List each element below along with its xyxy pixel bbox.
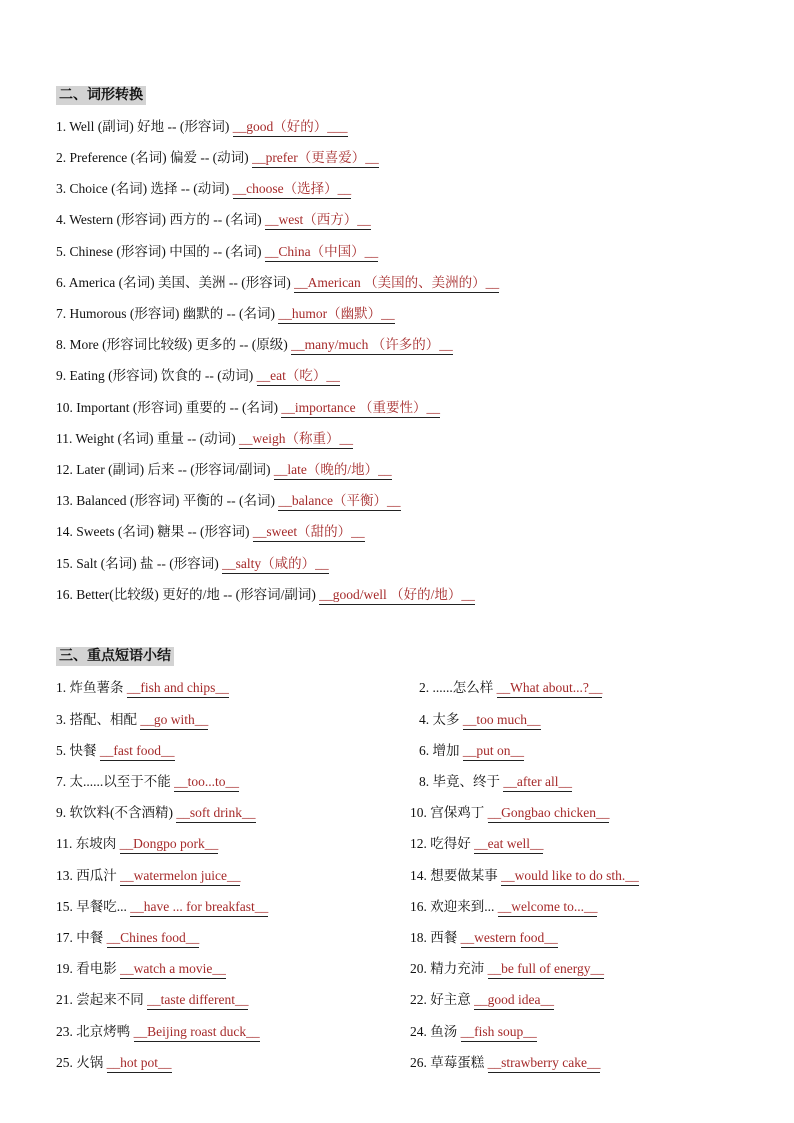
item-answer: __go with__ — [140, 712, 208, 730]
item-answer: __too...to__ — [174, 774, 239, 792]
item-question: 12. Later (副词) 后来 -- (形容词/副词) — [56, 462, 274, 477]
item-answer: __fish and chips__ — [127, 680, 229, 698]
phrase-item — [56, 866, 240, 886]
item-question: 16. Better(比较级) 更好的/地 -- (形容词/副词) — [56, 587, 320, 602]
phrase-item — [56, 710, 208, 730]
phrase-item — [56, 897, 268, 917]
item-question: 1. Well (副词) 好地 -- (形容词) — [56, 119, 233, 134]
item-answer: __salty（咸的）__ — [222, 556, 329, 574]
phrase-item — [56, 959, 226, 979]
phrase-item — [56, 772, 239, 792]
word-form-item — [56, 429, 353, 449]
word-form-item — [56, 179, 351, 199]
phrase-item — [56, 803, 256, 823]
item-answer: __good（好的）___ — [233, 119, 348, 137]
word-form-item — [56, 148, 379, 168]
item-question: 10. 宫保鸡丁 — [410, 805, 488, 820]
item-answer: __humor（幽默）__ — [278, 306, 394, 324]
item-question: 24. 鱼汤 — [410, 1024, 461, 1039]
word-form-item — [56, 554, 329, 574]
item-answer: __eat（吃）__ — [257, 368, 340, 386]
phrase-item — [410, 928, 558, 948]
item-answer: __many/much （许多的）__ — [291, 337, 453, 355]
item-answer: __China（中国）__ — [265, 244, 378, 262]
item-answer: __put on__ — [463, 743, 524, 761]
item-question: 6. 增加 — [419, 743, 463, 758]
word-form-item — [56, 460, 392, 480]
item-question: 13. Balanced (形容词) 平衡的 -- (名词) — [56, 493, 279, 508]
item-question: 26. 草莓蛋糕 — [410, 1055, 488, 1070]
item-question: 11. Weight (名词) 重量 -- (动词) — [56, 431, 240, 446]
item-question: 7. 太......以至于不能 — [56, 774, 175, 789]
item-answer: __too much__ — [463, 712, 541, 730]
item-question: 14. 想要做某事 — [410, 868, 502, 883]
word-form-item — [56, 585, 475, 605]
item-question: 12. 吃得好 — [410, 836, 475, 851]
item-answer: __western food__ — [461, 930, 558, 948]
item-answer: __be full of energy__ — [488, 961, 604, 979]
item-question: 20. 精力充沛 — [410, 961, 488, 976]
item-question: 3. 搭配、相配 — [56, 712, 141, 727]
phrase-item — [56, 678, 229, 698]
item-answer: __fast food__ — [100, 743, 175, 761]
phrase-item — [56, 741, 175, 761]
item-question: 3. Choice (名词) 选择 -- (动词) — [56, 181, 233, 196]
item-question: 4. 太多 — [419, 712, 463, 727]
word-form-item — [56, 491, 401, 511]
item-answer: __Beijing roast duck__ — [134, 1024, 260, 1042]
item-answer: __soft drink__ — [176, 805, 255, 823]
item-answer: __prefer（更喜爱）__ — [252, 150, 379, 168]
item-question: 17. 中餐 — [56, 930, 107, 945]
item-answer: __have ... for breakfast__ — [130, 899, 268, 917]
item-question: 15. Salt (名词) 盐 -- (形容词) — [56, 556, 223, 571]
item-question: 5. 快餐 — [56, 743, 100, 758]
phrase-item — [410, 1053, 600, 1073]
item-question: 14. Sweets (名词) 糖果 -- (形容词) — [56, 524, 253, 539]
phrase-item — [410, 959, 604, 979]
item-question: 23. 北京烤鸭 — [56, 1024, 134, 1039]
item-question: 11. 东坡肉 — [56, 836, 120, 851]
item-question: 4. Western (形容词) 西方的 -- (名词) — [56, 212, 265, 227]
item-answer: __fish soup__ — [461, 1024, 537, 1042]
item-answer: __after all__ — [503, 774, 572, 792]
item-answer: __strawberry cake__ — [488, 1055, 601, 1073]
item-question: 1. 炸鱼薯条 — [56, 680, 127, 695]
phrase-item — [419, 741, 524, 761]
phrase-item — [410, 866, 639, 886]
item-answer: __good/well （好的/地）__ — [319, 587, 475, 605]
item-question: 16. 欢迎来到... — [410, 899, 498, 914]
item-question: 10. Important (形容词) 重要的 -- (名词) — [56, 400, 282, 415]
word-form-item — [56, 242, 378, 262]
item-question: 25. 火锅 — [56, 1055, 107, 1070]
phrase-item — [56, 1053, 172, 1073]
item-answer: __American （美国的、美洲的）__ — [294, 275, 499, 293]
item-answer: __importance （重要性）__ — [281, 400, 440, 418]
word-form-item — [56, 366, 340, 386]
phrase-item — [410, 897, 597, 917]
phrase-item — [410, 990, 554, 1010]
item-question: 2. Preference (名词) 偏爱 -- (动词) — [56, 150, 253, 165]
word-form-item — [56, 398, 440, 418]
item-question: 7. Humorous (形容词) 幽默的 -- (名词) — [56, 306, 279, 321]
item-question: 8. More (形容词比较级) 更多的 -- (原级) — [56, 337, 292, 352]
phrase-item — [410, 803, 609, 823]
item-answer: __Chines food__ — [107, 930, 200, 948]
word-form-item — [56, 304, 395, 324]
item-answer: __would like to do sth.__ — [501, 868, 639, 886]
item-question: 18. 西餐 — [410, 930, 461, 945]
word-form-item — [56, 335, 453, 355]
item-question: 2. ......怎么样 — [419, 680, 497, 695]
item-answer: __good idea__ — [474, 992, 554, 1010]
item-question: 15. 早餐吃... — [56, 899, 131, 914]
item-answer: __Dongpo pork__ — [120, 836, 219, 854]
item-answer: __welcome to...__ — [498, 899, 598, 917]
phrase-item — [56, 990, 248, 1010]
word-form-item — [56, 273, 499, 293]
item-question: 8. 毕竟、终于 — [419, 774, 504, 789]
phrase-item — [56, 928, 199, 948]
item-answer: __west（西方）__ — [265, 212, 371, 230]
item-question: 22. 好主意 — [410, 992, 475, 1007]
item-answer: __sweet（甜的）__ — [253, 524, 365, 542]
phrase-item — [410, 834, 543, 854]
item-question: 5. Chinese (形容词) 中国的 -- (名词) — [56, 244, 265, 259]
item-question: 13. 西瓜汁 — [56, 868, 121, 883]
item-question: 9. Eating (形容词) 饮食的 -- (动词) — [56, 368, 257, 383]
item-answer: __eat well__ — [474, 836, 543, 854]
item-question: 9. 软饮料(不含酒精) — [56, 805, 177, 820]
item-question: 19. 看电影 — [56, 961, 121, 976]
item-answer: __What about...?__ — [497, 680, 603, 698]
phrase-item — [410, 1022, 537, 1042]
item-question: 21. 尝起来不同 — [56, 992, 148, 1007]
phrase-item — [56, 834, 218, 854]
item-answer: __hot pot__ — [107, 1055, 172, 1073]
section-heading-word-forms: 二、词形转换 — [56, 86, 146, 105]
item-answer: __watermelon juice__ — [120, 868, 240, 886]
item-answer: __balance（平衡）__ — [278, 493, 400, 511]
item-answer: __choose（选择）__ — [233, 181, 352, 199]
section-heading-key-phrases: 三、重点短语小结 — [56, 647, 174, 666]
phrase-item — [56, 1022, 260, 1042]
word-form-item — [56, 117, 348, 137]
item-answer: __late（晚的/地）__ — [274, 462, 392, 480]
phrase-item — [419, 678, 602, 698]
word-form-item — [56, 522, 365, 542]
item-answer: __watch a movie__ — [120, 961, 226, 979]
item-answer: __Gongbao chicken__ — [488, 805, 610, 823]
item-answer: __weigh（称重）__ — [239, 431, 353, 449]
item-question: 6. America (名词) 美国、美洲 -- (形容词) — [56, 275, 295, 290]
word-form-item — [56, 210, 371, 230]
phrase-item — [419, 710, 541, 730]
phrase-item — [419, 772, 572, 792]
item-answer: __taste different__ — [147, 992, 248, 1010]
